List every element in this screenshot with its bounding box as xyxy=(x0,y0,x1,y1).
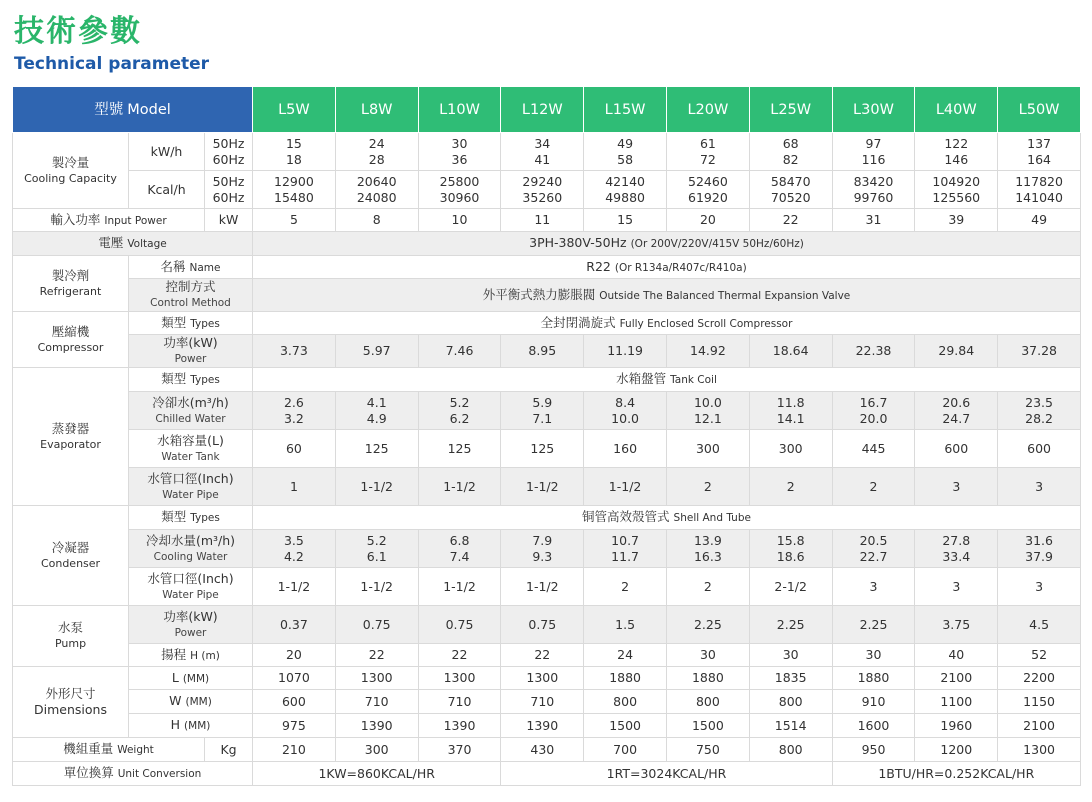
value-cell: 3.73 xyxy=(253,335,336,368)
value-cell: 1390 xyxy=(335,714,418,738)
weight-unit: Kg xyxy=(205,738,253,762)
control-method-value: 外平衡式熱力膨脹閥 Outside The Balanced Thermal Expansion Valve xyxy=(253,279,1081,312)
value-cell: 12900 15480 xyxy=(253,171,336,209)
refrigerant-label: 製冷劑 Refrigerant xyxy=(13,256,129,312)
model-header-cell: L50W xyxy=(998,87,1081,133)
value-cell: 0.75 xyxy=(335,606,418,644)
model-header-cell: L5W xyxy=(253,87,336,133)
value-cell: 1-1/2 xyxy=(253,568,336,606)
value-cell: 3.75 xyxy=(915,606,998,644)
value-cell: 104920 125560 xyxy=(915,171,998,209)
value-cell: 950 xyxy=(832,738,915,762)
value-cell: 29240 35260 xyxy=(501,171,584,209)
value-cell: 2 xyxy=(667,468,750,506)
model-header-cell: L8W xyxy=(335,87,418,133)
water-tank-row xyxy=(13,430,1081,468)
value-cell: 5.2 6.1 xyxy=(335,530,418,568)
weight-label: 機組重量 Weight xyxy=(13,738,205,762)
value-cell: 1300 xyxy=(418,667,501,690)
value-cell: 1880 xyxy=(667,667,750,690)
value-cell: 11.19 xyxy=(584,335,667,368)
value-cell: 24 xyxy=(584,644,667,667)
value-cell: 10.7 11.7 xyxy=(584,530,667,568)
value-cell: 34 41 xyxy=(501,133,584,171)
value-cell: 122 146 xyxy=(915,133,998,171)
dimensions-label: 外形尺寸 Dimensions xyxy=(13,667,129,738)
value-cell: 52 xyxy=(998,644,1081,667)
value-cell: 1880 xyxy=(584,667,667,690)
value-cell: 2200 xyxy=(998,667,1081,690)
value-cell: 1600 xyxy=(832,714,915,738)
value-cell: 20640 24080 xyxy=(335,171,418,209)
value-cell: 31.6 37.9 xyxy=(998,530,1081,568)
evaporator-types-value: 水箱盤管 Tank Coil xyxy=(253,368,1081,392)
page-title-cn: 技術參數 xyxy=(14,14,142,49)
refrigerant-name-label: 名稱 Name xyxy=(129,256,253,279)
value-cell: 16.7 20.0 xyxy=(832,392,915,430)
voltage-row xyxy=(13,232,1081,256)
value-cell: 27.8 33.4 xyxy=(915,530,998,568)
page-title-en: Technical parameter xyxy=(14,54,210,74)
value-cell: 600 xyxy=(915,430,998,468)
voltage-label: 電壓 Voltage xyxy=(13,232,253,256)
dimension-l-label: L (MM) xyxy=(129,667,253,690)
value-cell: 6.8 7.4 xyxy=(418,530,501,568)
value-cell: 97 116 xyxy=(832,133,915,171)
value-cell: 4.5 xyxy=(998,606,1081,644)
value-cell: 370 xyxy=(418,738,501,762)
dimension-w-row xyxy=(13,690,1081,714)
value-cell: 1.5 xyxy=(584,606,667,644)
value-cell: 1200 xyxy=(915,738,998,762)
chilled-water-label: 冷卻水(m³/h) Chilled Water xyxy=(129,392,253,430)
value-cell: 125 xyxy=(418,430,501,468)
unit-conversion-label: 單位換算 Unit Conversion xyxy=(13,762,253,786)
value-cell: 800 xyxy=(749,690,832,714)
kwh-unit: kW/h xyxy=(129,133,205,171)
value-cell: 750 xyxy=(667,738,750,762)
value-cell: 1300 xyxy=(998,738,1081,762)
value-cell: 15.8 18.6 xyxy=(749,530,832,568)
model-header-cell: L40W xyxy=(915,87,998,133)
voltage-value: 3PH-380V-50Hz (Or 200V/220V/415V 50Hz/60Hz) xyxy=(253,232,1081,256)
dimension-h-row xyxy=(13,714,1081,738)
pump-label: 水泵 Pump xyxy=(13,606,129,667)
input-power-label: 輸入功率 Input Power xyxy=(13,209,205,232)
value-cell: 600 xyxy=(253,690,336,714)
value-cell: 3 xyxy=(998,568,1081,606)
condenser-types-value: 铜管高效殼管式 Shell And Tube xyxy=(253,506,1081,530)
evaporator-pipe-label: 水管口徑(Inch) Water Pipe xyxy=(129,468,253,506)
unit-conversion-value: 1BTU/HR=0.252KCAL/HR xyxy=(832,762,1080,786)
value-cell: 1-1/2 xyxy=(418,568,501,606)
value-cell: 15 18 xyxy=(253,133,336,171)
hz-label: 50Hz 60Hz xyxy=(205,171,253,209)
weight-row xyxy=(13,738,1081,762)
value-cell: 710 xyxy=(418,690,501,714)
value-cell: 0.37 xyxy=(253,606,336,644)
value-cell: 3 xyxy=(915,468,998,506)
value-cell: 83420 99760 xyxy=(832,171,915,209)
value-cell: 37.28 xyxy=(998,335,1081,368)
pump-power-row xyxy=(13,606,1081,644)
value-cell: 8.4 10.0 xyxy=(584,392,667,430)
value-cell: 18.64 xyxy=(749,335,832,368)
value-cell: 1-1/2 xyxy=(501,568,584,606)
value-cell: 0.75 xyxy=(501,606,584,644)
value-cell: 710 xyxy=(335,690,418,714)
value-cell: 700 xyxy=(584,738,667,762)
value-cell: 8.95 xyxy=(501,335,584,368)
value-cell: 3 xyxy=(998,468,1081,506)
value-cell: 300 xyxy=(667,430,750,468)
value-cell: 300 xyxy=(335,738,418,762)
spec-table xyxy=(12,86,1081,786)
evaporator-label: 蒸發器 Evaporator xyxy=(13,368,129,506)
dimension-h-label: H (MM) xyxy=(129,714,253,738)
value-cell: 1-1/2 xyxy=(584,468,667,506)
pump-head-row xyxy=(13,644,1081,667)
dimension-w-label: W (MM) xyxy=(129,690,253,714)
value-cell: 1-1/2 xyxy=(335,468,418,506)
value-cell: 1880 xyxy=(832,667,915,690)
value-cell: 49 58 xyxy=(584,133,667,171)
condenser-types-label: 類型 Types xyxy=(129,506,253,530)
compressor-types-label: 類型 Types xyxy=(129,312,253,335)
value-cell: 1-1/2 xyxy=(418,468,501,506)
value-cell: 13.9 16.3 xyxy=(667,530,750,568)
value-cell: 39 xyxy=(915,209,998,232)
pump-power-label: 功率(kW) Power xyxy=(129,606,253,644)
value-cell: 2-1/2 xyxy=(749,568,832,606)
unit-conversion-row xyxy=(13,762,1081,786)
value-cell: 800 xyxy=(584,690,667,714)
value-cell: 61 72 xyxy=(667,133,750,171)
header-row xyxy=(13,87,1081,133)
value-cell: 1-1/2 xyxy=(335,568,418,606)
value-cell: 5.9 7.1 xyxy=(501,392,584,430)
unit-conversion-value: 1RT=3024KCAL/HR xyxy=(501,762,832,786)
input-power-row xyxy=(13,209,1081,232)
hz-label: 50Hz 60Hz xyxy=(205,133,253,171)
compressor-label: 壓縮機 Compressor xyxy=(13,312,129,368)
value-cell: 800 xyxy=(667,690,750,714)
value-cell: 30 xyxy=(749,644,832,667)
value-cell: 3.5 4.2 xyxy=(253,530,336,568)
control-method-row xyxy=(13,279,1081,312)
value-cell: 0.75 xyxy=(418,606,501,644)
value-cell: 22.38 xyxy=(832,335,915,368)
value-cell: 300 xyxy=(749,430,832,468)
value-cell: 7.9 9.3 xyxy=(501,530,584,568)
pump-head-label: 揚程 H (m) xyxy=(129,644,253,667)
evaporator-pipe-row xyxy=(13,468,1081,506)
value-cell: 125 xyxy=(501,430,584,468)
input-power-unit: kW xyxy=(205,209,253,232)
value-cell: 1100 xyxy=(915,690,998,714)
condenser-cooling-label: 冷却水量(m³/h) Cooling Water xyxy=(129,530,253,568)
value-cell: 31 xyxy=(832,209,915,232)
value-cell: 125 xyxy=(335,430,418,468)
value-cell: 20.5 22.7 xyxy=(832,530,915,568)
model-header-cell: L12W xyxy=(501,87,584,133)
condenser-cooling-row xyxy=(13,530,1081,568)
value-cell: 3 xyxy=(832,568,915,606)
value-cell: 975 xyxy=(253,714,336,738)
value-cell: 58470 70520 xyxy=(749,171,832,209)
kcalh-unit: Kcal/h xyxy=(129,171,205,209)
value-cell: 10.0 12.1 xyxy=(667,392,750,430)
model-header-cell: L15W xyxy=(584,87,667,133)
value-cell: 49 xyxy=(998,209,1081,232)
model-header-cell: L25W xyxy=(749,87,832,133)
value-cell: 1514 xyxy=(749,714,832,738)
compressor-power-row xyxy=(13,335,1081,368)
value-cell: 4.1 4.9 xyxy=(335,392,418,430)
value-cell: 20 xyxy=(253,644,336,667)
value-cell: 210 xyxy=(253,738,336,762)
value-cell: 160 xyxy=(584,430,667,468)
value-cell: 52460 61920 xyxy=(667,171,750,209)
value-cell: 14.92 xyxy=(667,335,750,368)
model-header-cell: L30W xyxy=(832,87,915,133)
cooling-kwh-row xyxy=(13,133,1081,171)
condenser-label: 冷凝器 Condenser xyxy=(13,506,129,606)
value-cell: 10 xyxy=(418,209,501,232)
value-cell: 445 xyxy=(832,430,915,468)
water-tank-label: 水箱容量(L) Water Tank xyxy=(129,430,253,468)
value-cell: 2.25 xyxy=(749,606,832,644)
value-cell: 2.6 3.2 xyxy=(253,392,336,430)
value-cell: 1150 xyxy=(998,690,1081,714)
value-cell: 30 xyxy=(667,644,750,667)
model-header-cell: L20W xyxy=(667,87,750,133)
value-cell: 15 xyxy=(584,209,667,232)
refrigerant-name-value: R22 (Or R134a/R407c/R410a) xyxy=(253,256,1081,279)
value-cell: 30 36 xyxy=(418,133,501,171)
value-cell: 5 xyxy=(253,209,336,232)
value-cell: 1500 xyxy=(667,714,750,738)
value-cell: 1960 xyxy=(915,714,998,738)
value-cell: 42140 49880 xyxy=(584,171,667,209)
compressor-power-label: 功率(kW) Power xyxy=(129,335,253,368)
value-cell: 5.2 6.2 xyxy=(418,392,501,430)
refrigerant-name-row xyxy=(13,256,1081,279)
value-cell: 2100 xyxy=(915,667,998,690)
value-cell: 22 xyxy=(749,209,832,232)
value-cell: 30 xyxy=(832,644,915,667)
value-cell: 20 xyxy=(667,209,750,232)
value-cell: 3 xyxy=(915,568,998,606)
compressor-types-row xyxy=(13,312,1081,335)
value-cell: 2 xyxy=(584,568,667,606)
chilled-water-row xyxy=(13,392,1081,430)
evaporator-types-label: 類型 Types xyxy=(129,368,253,392)
value-cell: 24 28 xyxy=(335,133,418,171)
dimension-l-row xyxy=(13,667,1081,690)
model-header: 型號 Model xyxy=(13,87,253,133)
value-cell: 29.84 xyxy=(915,335,998,368)
value-cell: 800 xyxy=(749,738,832,762)
value-cell: 430 xyxy=(501,738,584,762)
value-cell: 710 xyxy=(501,690,584,714)
value-cell: 22 xyxy=(501,644,584,667)
value-cell: 11 xyxy=(501,209,584,232)
value-cell: 600 xyxy=(998,430,1081,468)
value-cell: 20.6 24.7 xyxy=(915,392,998,430)
value-cell: 2 xyxy=(832,468,915,506)
value-cell: 2 xyxy=(667,568,750,606)
value-cell: 40 xyxy=(915,644,998,667)
cooling-capacity-label: 製冷量 Cooling Capacity xyxy=(13,133,129,209)
value-cell: 1390 xyxy=(501,714,584,738)
value-cell: 1-1/2 xyxy=(501,468,584,506)
compressor-types-value: 全封閉渦旋式 Fully Enclosed Scroll Compressor xyxy=(253,312,1081,335)
value-cell: 1070 xyxy=(253,667,336,690)
value-cell: 2.25 xyxy=(667,606,750,644)
value-cell: 60 xyxy=(253,430,336,468)
value-cell: 68 82 xyxy=(749,133,832,171)
value-cell: 11.8 14.1 xyxy=(749,392,832,430)
value-cell: 2 xyxy=(749,468,832,506)
condenser-pipe-row xyxy=(13,568,1081,606)
value-cell: 8 xyxy=(335,209,418,232)
control-method-label: 控制方式 Control Method xyxy=(129,279,253,312)
value-cell: 1300 xyxy=(335,667,418,690)
value-cell: 137 164 xyxy=(998,133,1081,171)
value-cell: 1500 xyxy=(584,714,667,738)
value-cell: 1300 xyxy=(501,667,584,690)
value-cell: 910 xyxy=(832,690,915,714)
value-cell: 2.25 xyxy=(832,606,915,644)
condenser-pipe-label: 水管口徑(Inch) Water Pipe xyxy=(129,568,253,606)
cooling-kcalh-row xyxy=(13,171,1081,209)
value-cell: 23.5 28.2 xyxy=(998,392,1081,430)
model-header-cell: L10W xyxy=(418,87,501,133)
condenser-types-row xyxy=(13,506,1081,530)
unit-conversion-value: 1KW=860KCAL/HR xyxy=(253,762,501,786)
value-cell: 2100 xyxy=(998,714,1081,738)
value-cell: 7.46 xyxy=(418,335,501,368)
value-cell: 1 xyxy=(253,468,336,506)
value-cell: 22 xyxy=(418,644,501,667)
value-cell: 1390 xyxy=(418,714,501,738)
value-cell: 1835 xyxy=(749,667,832,690)
value-cell: 22 xyxy=(335,644,418,667)
value-cell: 5.97 xyxy=(335,335,418,368)
value-cell: 117820 141040 xyxy=(998,171,1081,209)
evaporator-types-row xyxy=(13,368,1081,392)
value-cell: 25800 30960 xyxy=(418,171,501,209)
